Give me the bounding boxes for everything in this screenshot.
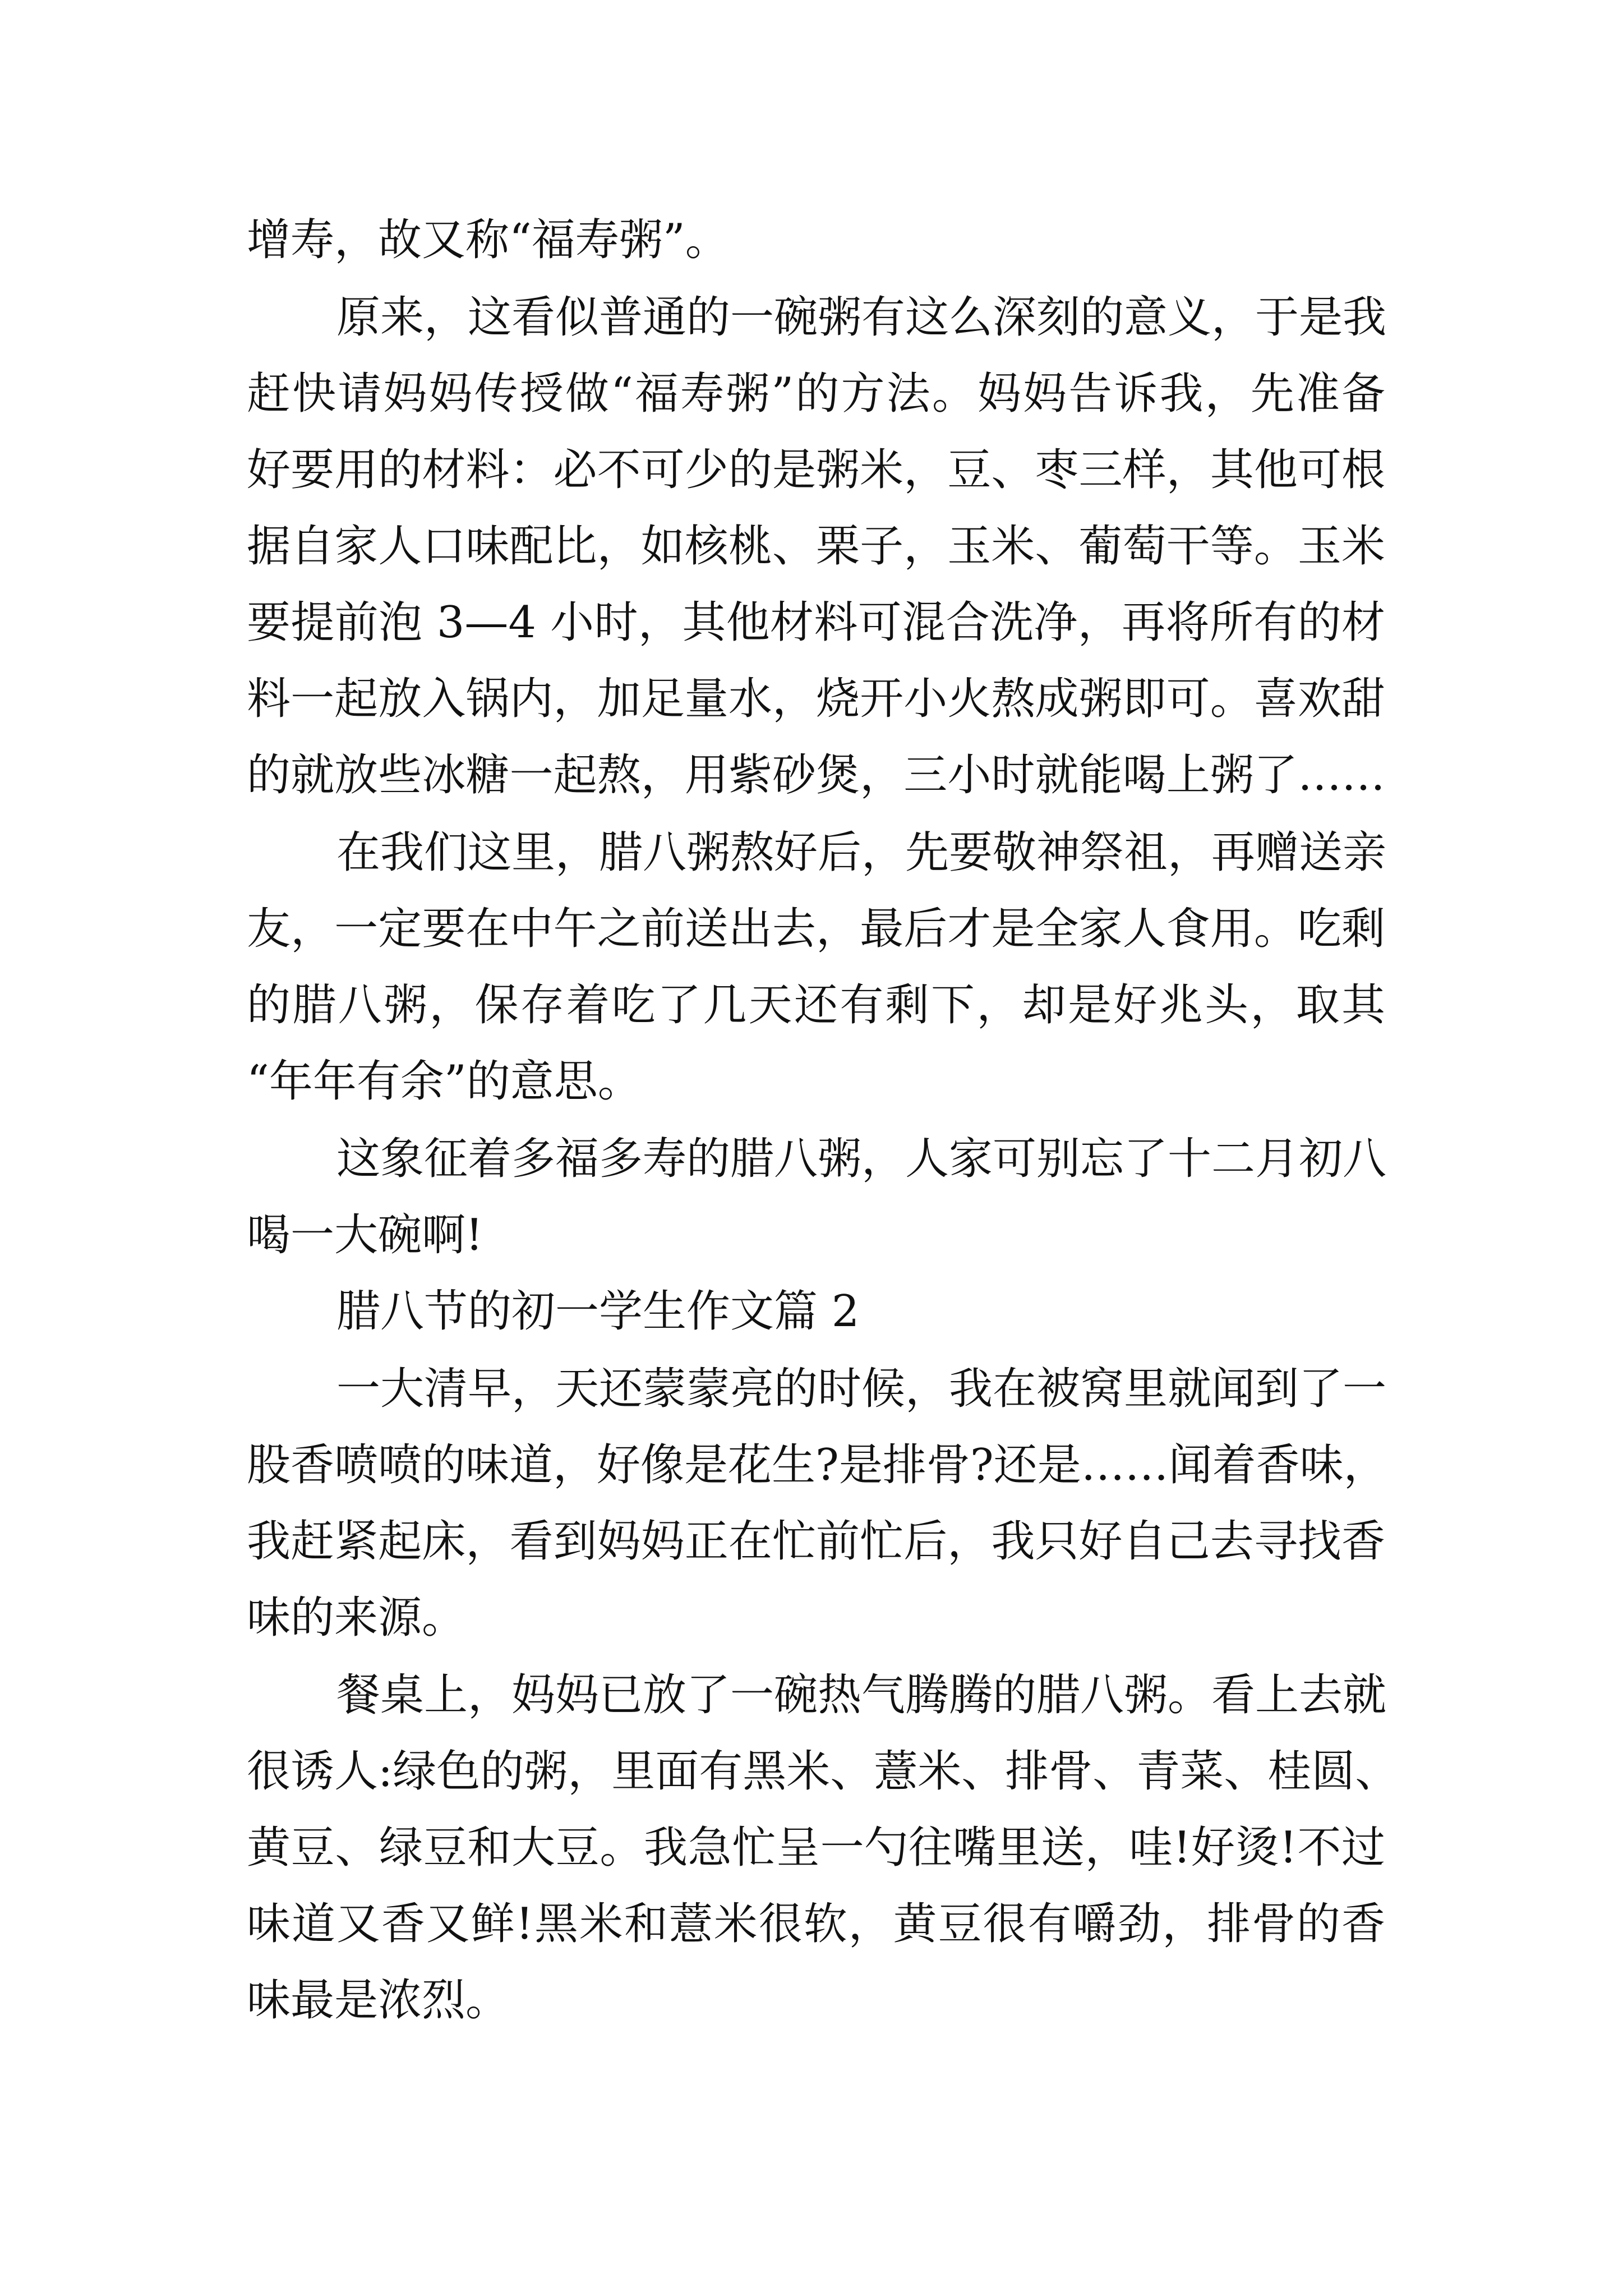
paragraph-start-line: 一大清早，天还蒙蒙亮的时候，我在被窝里就闻到了一 [336, 1364, 1387, 1414]
text-line: 黄豆、绿豆和大豆。我急忙呈一勺往嘴里送，哇!好烫!不过 [247, 1823, 1385, 1873]
text-line: 要提前泡 3—4 小时，其他材料可混合洗净，再将所有的材 [247, 597, 1385, 648]
text-line: 增寿，故又称“福寿粥”。 [247, 215, 729, 265]
paragraph-start-line: 原来，这看似普通的一碗粥有这么深刻的意义，于是我 [336, 292, 1387, 343]
paragraph-start-line: 在我们这里，腊八粥熬好后，先要敬神祭祖，再赠送亲 [336, 827, 1387, 878]
text-line: 赶快请妈妈传授做“福寿粥”的方法。妈妈告诉我，先准备 [247, 369, 1385, 419]
text-line: 我赶紧起床，看到妈妈正在忙前忙后，我只好自己去寻找香 [247, 1516, 1385, 1567]
text-line: 很诱人:绿色的粥，里面有黑米、薏米、排骨、青菜、桂圆、 [247, 1746, 1399, 1797]
text-line: 味最是浓烈。 [247, 1975, 510, 2026]
text-line: “年年有余”的意思。 [247, 1056, 642, 1107]
text-line: 味道又香又鲜!黑米和薏米很软，黄豆很有嚼劲，排骨的香 [247, 1899, 1385, 1949]
text-line: 股香喷喷的味道，好像是花生?是排骨?还是……闻着香味， [247, 1440, 1387, 1490]
text-line: 好要用的材料：必不可少的是粥米，豆、枣三样，其他可根 [247, 445, 1385, 495]
text-line: 的就放些冰糖一起熬，用紫砂煲，三小时就能喝上粥了…… [247, 750, 1385, 800]
text-line: 喝一大碗啊! [247, 1210, 483, 1260]
paragraph-start-line: 餐桌上，妈妈已放了一碗热气腾腾的腊八粥。看上去就 [336, 1670, 1387, 1720]
section-heading: 腊八节的初一学生作文篇 2 [336, 1286, 860, 1337]
text-line: 友，一定要在中午之前送出去，最后才是全家人食用。吃剩 [247, 904, 1385, 954]
text-line: 味的来源。 [247, 1593, 466, 1643]
text-line: 料一起放入锅内，加足量水，烧开小火熬成粥即可。喜欢甜 [247, 674, 1385, 724]
paragraph-start-line: 这象征着多福多寿的腊八粥，人家可别忘了十二月初八 [336, 1134, 1387, 1184]
text-line: 的腊八粥，保存着吃了几天还有剩下，却是好兆头，取其 [247, 980, 1385, 1030]
text-line: 据自家人口味配比，如核桃、栗子，玉米、葡萄干等。玉米 [247, 521, 1385, 572]
